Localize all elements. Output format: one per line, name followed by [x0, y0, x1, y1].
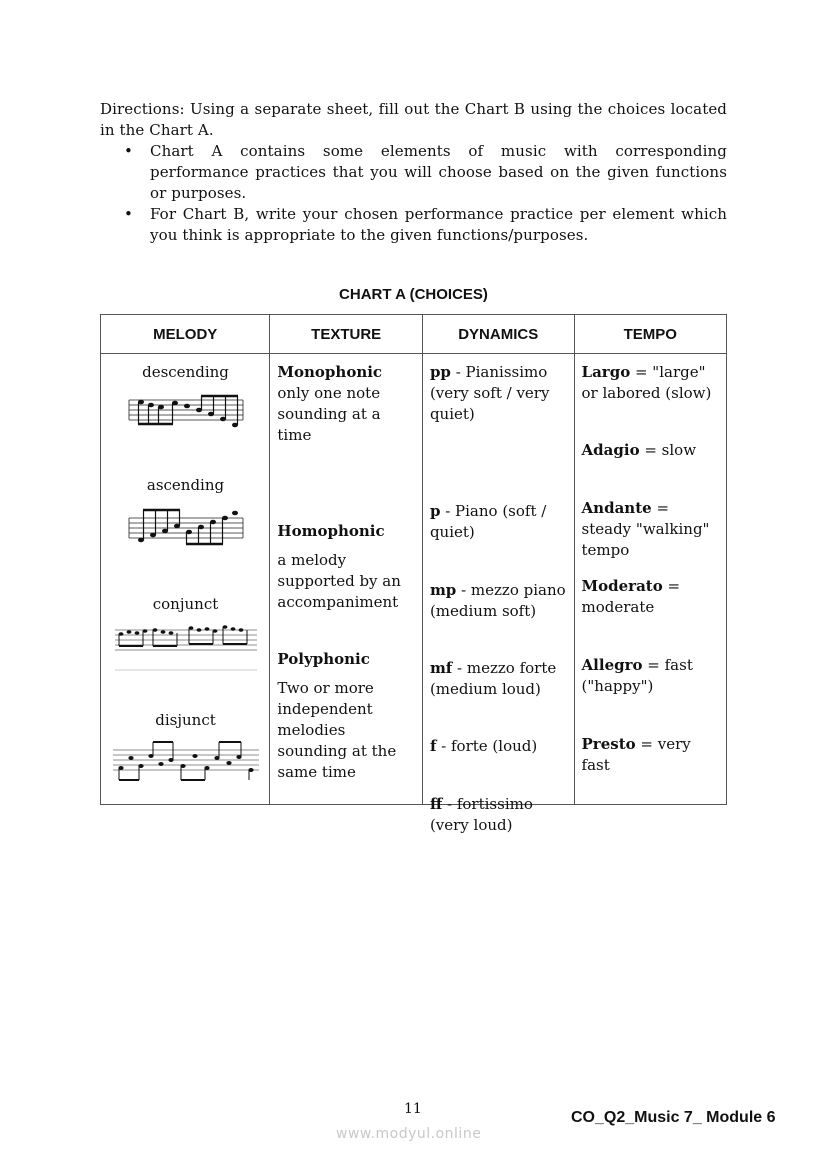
melody-ascending-label: ascending	[146, 476, 225, 494]
dynamics-item	[430, 580, 570, 622]
dynamics-desc: - mezzo piano (medium soft)	[429, 581, 566, 620]
tempo-desc: = steady "walking" tempo	[581, 499, 710, 559]
directions-bullet-1: • Chart A contains some elements of music with corresponding performance practices that you will choose based on the given functions or purposes.	[150, 141, 727, 204]
tempo-item	[582, 576, 722, 618]
tempo-item	[582, 440, 722, 461]
tempo-item	[582, 655, 722, 697]
tempo-desc: = "large" or labored (slow)	[581, 363, 712, 402]
tempo-term: Adagio	[581, 441, 640, 459]
texture-homophonic-desc: a melody supported by an accompaniment	[277, 551, 401, 611]
dynamics-item	[430, 794, 570, 836]
tempo-cell	[574, 354, 726, 805]
dynamics-desc: - Piano (soft / quiet)	[429, 502, 547, 541]
melody-descending-label: descending	[142, 363, 229, 381]
tempo-term: Andante	[581, 499, 652, 517]
descending-staff-image	[127, 392, 245, 438]
texture-homophonic	[277, 521, 418, 542]
header-dynamics: DYNAMICS	[422, 315, 574, 354]
texture-monophonic-desc: one note sounding at a time	[277, 384, 381, 444]
tempo-item	[582, 734, 722, 776]
dynamics-item	[430, 658, 570, 700]
dynamics-item	[430, 362, 570, 425]
tempo-item	[582, 498, 722, 561]
dynamics-term: f	[429, 737, 437, 755]
tempo-term: Largo	[581, 363, 631, 381]
tempo-desc: = slow	[639, 441, 697, 459]
watermark-text: www.modyul.online	[336, 1126, 482, 1142]
conjunct-staff-image	[113, 620, 259, 672]
texture-polyphonic-desc: Two or more independent melodies sounding at the same time	[277, 679, 397, 781]
tempo-desc: = very fast	[581, 735, 691, 774]
module-code: CO_Q2_Music 7_ Module 6	[571, 1109, 776, 1126]
ascending-staff-image	[127, 504, 245, 550]
page-number: 11	[404, 1101, 422, 1117]
dynamics-cell	[422, 354, 574, 834]
chart-a-table	[100, 314, 727, 834]
dynamics-term: p	[429, 502, 441, 520]
melody-disjunct-label: disjunct	[155, 711, 216, 729]
table-row	[101, 354, 727, 805]
dynamics-term: mf	[429, 659, 453, 677]
tempo-term: Allegro	[581, 656, 643, 674]
texture-homophonic-term: Homophonic	[277, 522, 385, 540]
dynamics-desc: - forte (loud)	[436, 737, 538, 755]
directions-intro: Directions: Using a separate sheet, fill out the Chart B using the choices located in the Chart A.	[100, 100, 727, 139]
header-texture: TEXTURE	[270, 315, 423, 354]
texture-monophonic	[277, 362, 418, 446]
texture-polyphonic-term: Polyphonic	[277, 650, 370, 668]
disjunct-staff-image	[111, 736, 261, 786]
header-melody: MELODY	[101, 315, 270, 354]
dynamics-term: mp	[429, 581, 457, 599]
texture-monophonic-term: Monophonic	[277, 363, 383, 381]
dynamics-item	[430, 501, 570, 543]
tempo-desc: = fast ("happy")	[581, 656, 693, 695]
tempo-term: Presto	[581, 735, 636, 753]
chart-title: CHART A (CHOICES)	[339, 286, 488, 303]
dynamics-desc: - mezzo forte (medium loud)	[429, 659, 557, 698]
dynamics-desc: - Pianissimo (very soft / very quiet)	[429, 363, 550, 423]
texture-cell	[270, 354, 423, 805]
dynamics-term: pp	[429, 363, 451, 381]
texture-polyphonic	[277, 649, 418, 670]
dynamics-term: ff	[429, 795, 443, 813]
tempo-item	[582, 362, 722, 404]
melody-cell	[101, 354, 270, 805]
texture-monophonic-inline: only	[277, 384, 310, 402]
tempo-desc: = moderate	[581, 577, 681, 616]
directions-bullet-2: • For Chart B, write your chosen performance practice per element which you think is appropriate to the given functions/purposes.	[150, 204, 727, 246]
header-tempo: TEMPO	[574, 315, 726, 354]
dynamics-desc: - fortissimo (very loud)	[429, 795, 533, 834]
directions	[100, 99, 727, 246]
melody-conjunct-label: conjunct	[152, 595, 219, 613]
directions-list	[100, 141, 727, 246]
tempo-term: Moderato	[581, 577, 663, 595]
dynamics-item	[430, 736, 570, 757]
table-header-row	[101, 315, 727, 354]
